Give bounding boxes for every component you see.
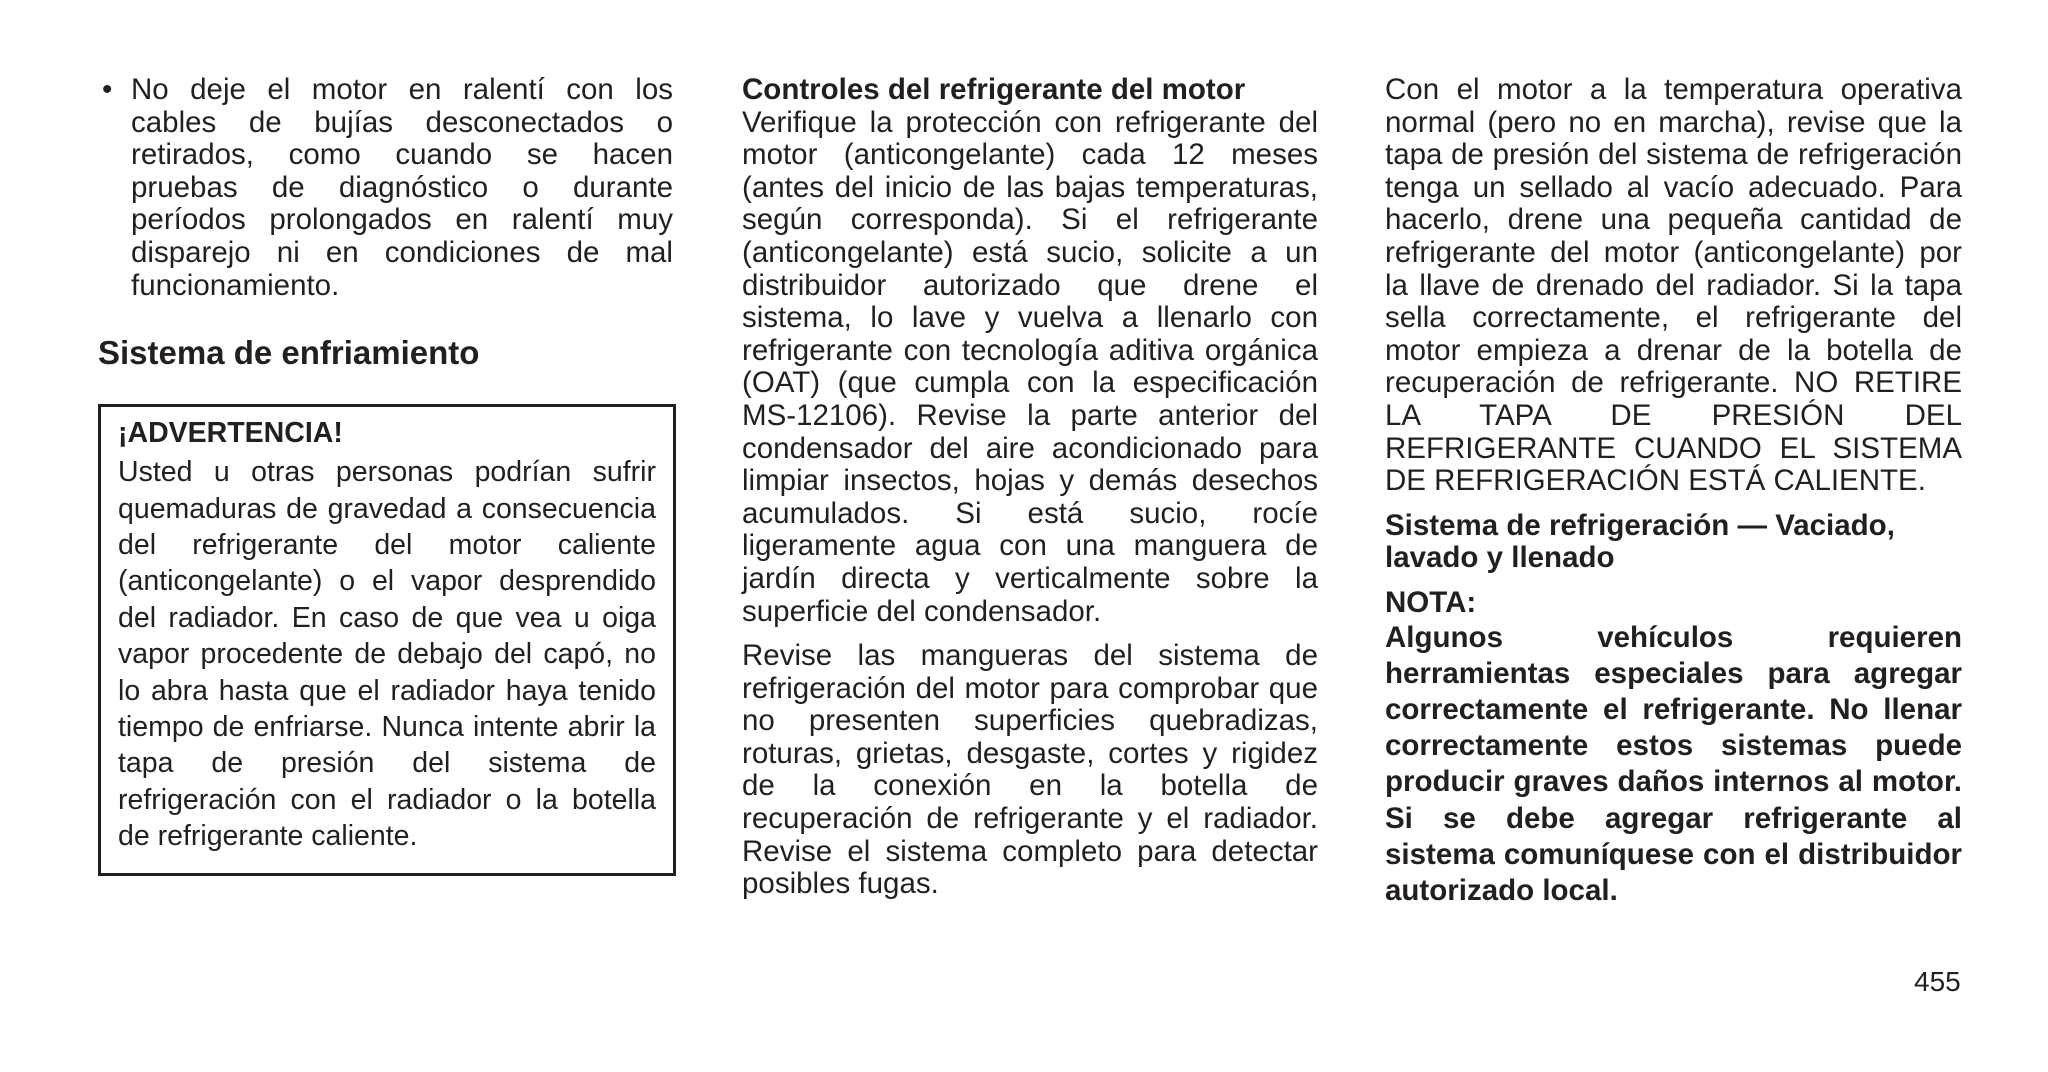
coolant-checks-paragraph: Verifique la protección con refrigerante del motor (anticongelante) cada 12 meses (antes del inicio de las bajas temperaturas, según corresponda). Si el refrigerante (anticongelante) está sucio, solicite a un distribuidor autorizado que drene el sistema, lo lave y vuelva a llenarlo con refrigerante con tecnología aditiva orgánica (OAT) (que cumpla con la especificación MS-12106). Revise la parte anterior del condensador del aire acondicionado para limpiar insectos, hojas y demás desechos acumulados. Si está sucio, rocíe ligeramente agua con una manguera de jardín directa y verticalmente sobre la superficie del condensador. [742,105,1318,628]
drain-flush-heading-line2: lavado y llenado [1385,541,1615,575]
coolant-checks-heading: Controles del refrigerante del motor [742,73,1246,106]
page-number: 455 [1914,966,1961,997]
note-label: NOTA: [1385,585,1477,619]
right-column [1385,74,1962,909]
left-column [98,74,673,876]
bullet-item [98,74,673,302]
note-text: Algunos vehículos requieren herramientas especiales para agregar correctamente el refrigerante. No llenar correctamente estos sistemas puede producir graves daños internos al motor. Si se debe agregar refrigerante al sistema comuníquese con el distribuidor autorizado local. [1385,620,1962,907]
hoses-paragraph: Revise las mangueras del sistema de refrigeración del motor para comprobar que no presenten superficies quebradizas, roturas, grietas, desgaste, cortes y rigidez de la conexión en la botella de recuperación de refrigerante y el radiador. Revise el sistema completo para detectar posibles fugas. [742,639,1318,901]
drain-flush-heading-line1: Sistema de refrigeración — Vaciado, [1385,508,1895,542]
section-heading: Sistema de enfriamiento [98,334,480,372]
warning-text: Usted u otras personas podrían sufrir quemaduras de gravedad a consecuencia del refrigerante del motor caliente (anticongelante) o el vapor desprendido del radiador. En caso de que vea u oiga vapor procedente de debajo del capó, no lo abra hasta que el radiador haya tenido tiempo de enfriarse. Nunca intente abrir la tapa de presión del sistema de refrigeración con el radiador o la botella de refrigerante caliente. [118,456,656,853]
drain-flush-heading [1385,510,1962,575]
warning-title: ¡ADVERTENCIA! [118,417,343,450]
pressure-cap-paragraph: Con el motor a la temperatura operativa normal (pero no en marcha), revise que la tapa de presión del sistema de refrigeración tenga un sellado al vacío adecuado. Para hacerlo, drene una pequeña cantidad de refrigerante del motor (anticongelante) por la llave de drenado del radiador. Si la tapa sella correctamente, el refrigerante del motor empieza a drenar de la botella de recuperación de refrigerante. NO RETIRE LA TAPA DE PRESIÓN DEL REFRIGERANTE CUANDO EL SISTEMA DE REFRIGERACIÓN ESTÁ CALIENTE. [1385,73,1962,498]
bullet-icon: • [102,73,113,106]
warning-box [98,404,676,875]
bullet-text: No deje el motor en ralentí con los cables de bujías desconectados o retirados, como cuando se hacen pruebas de diagnóstico o durante períodos prolongados en ralentí muy disparejo ni en condiciones de mal funcionamiento. [131,73,673,302]
middle-column [742,74,1318,901]
